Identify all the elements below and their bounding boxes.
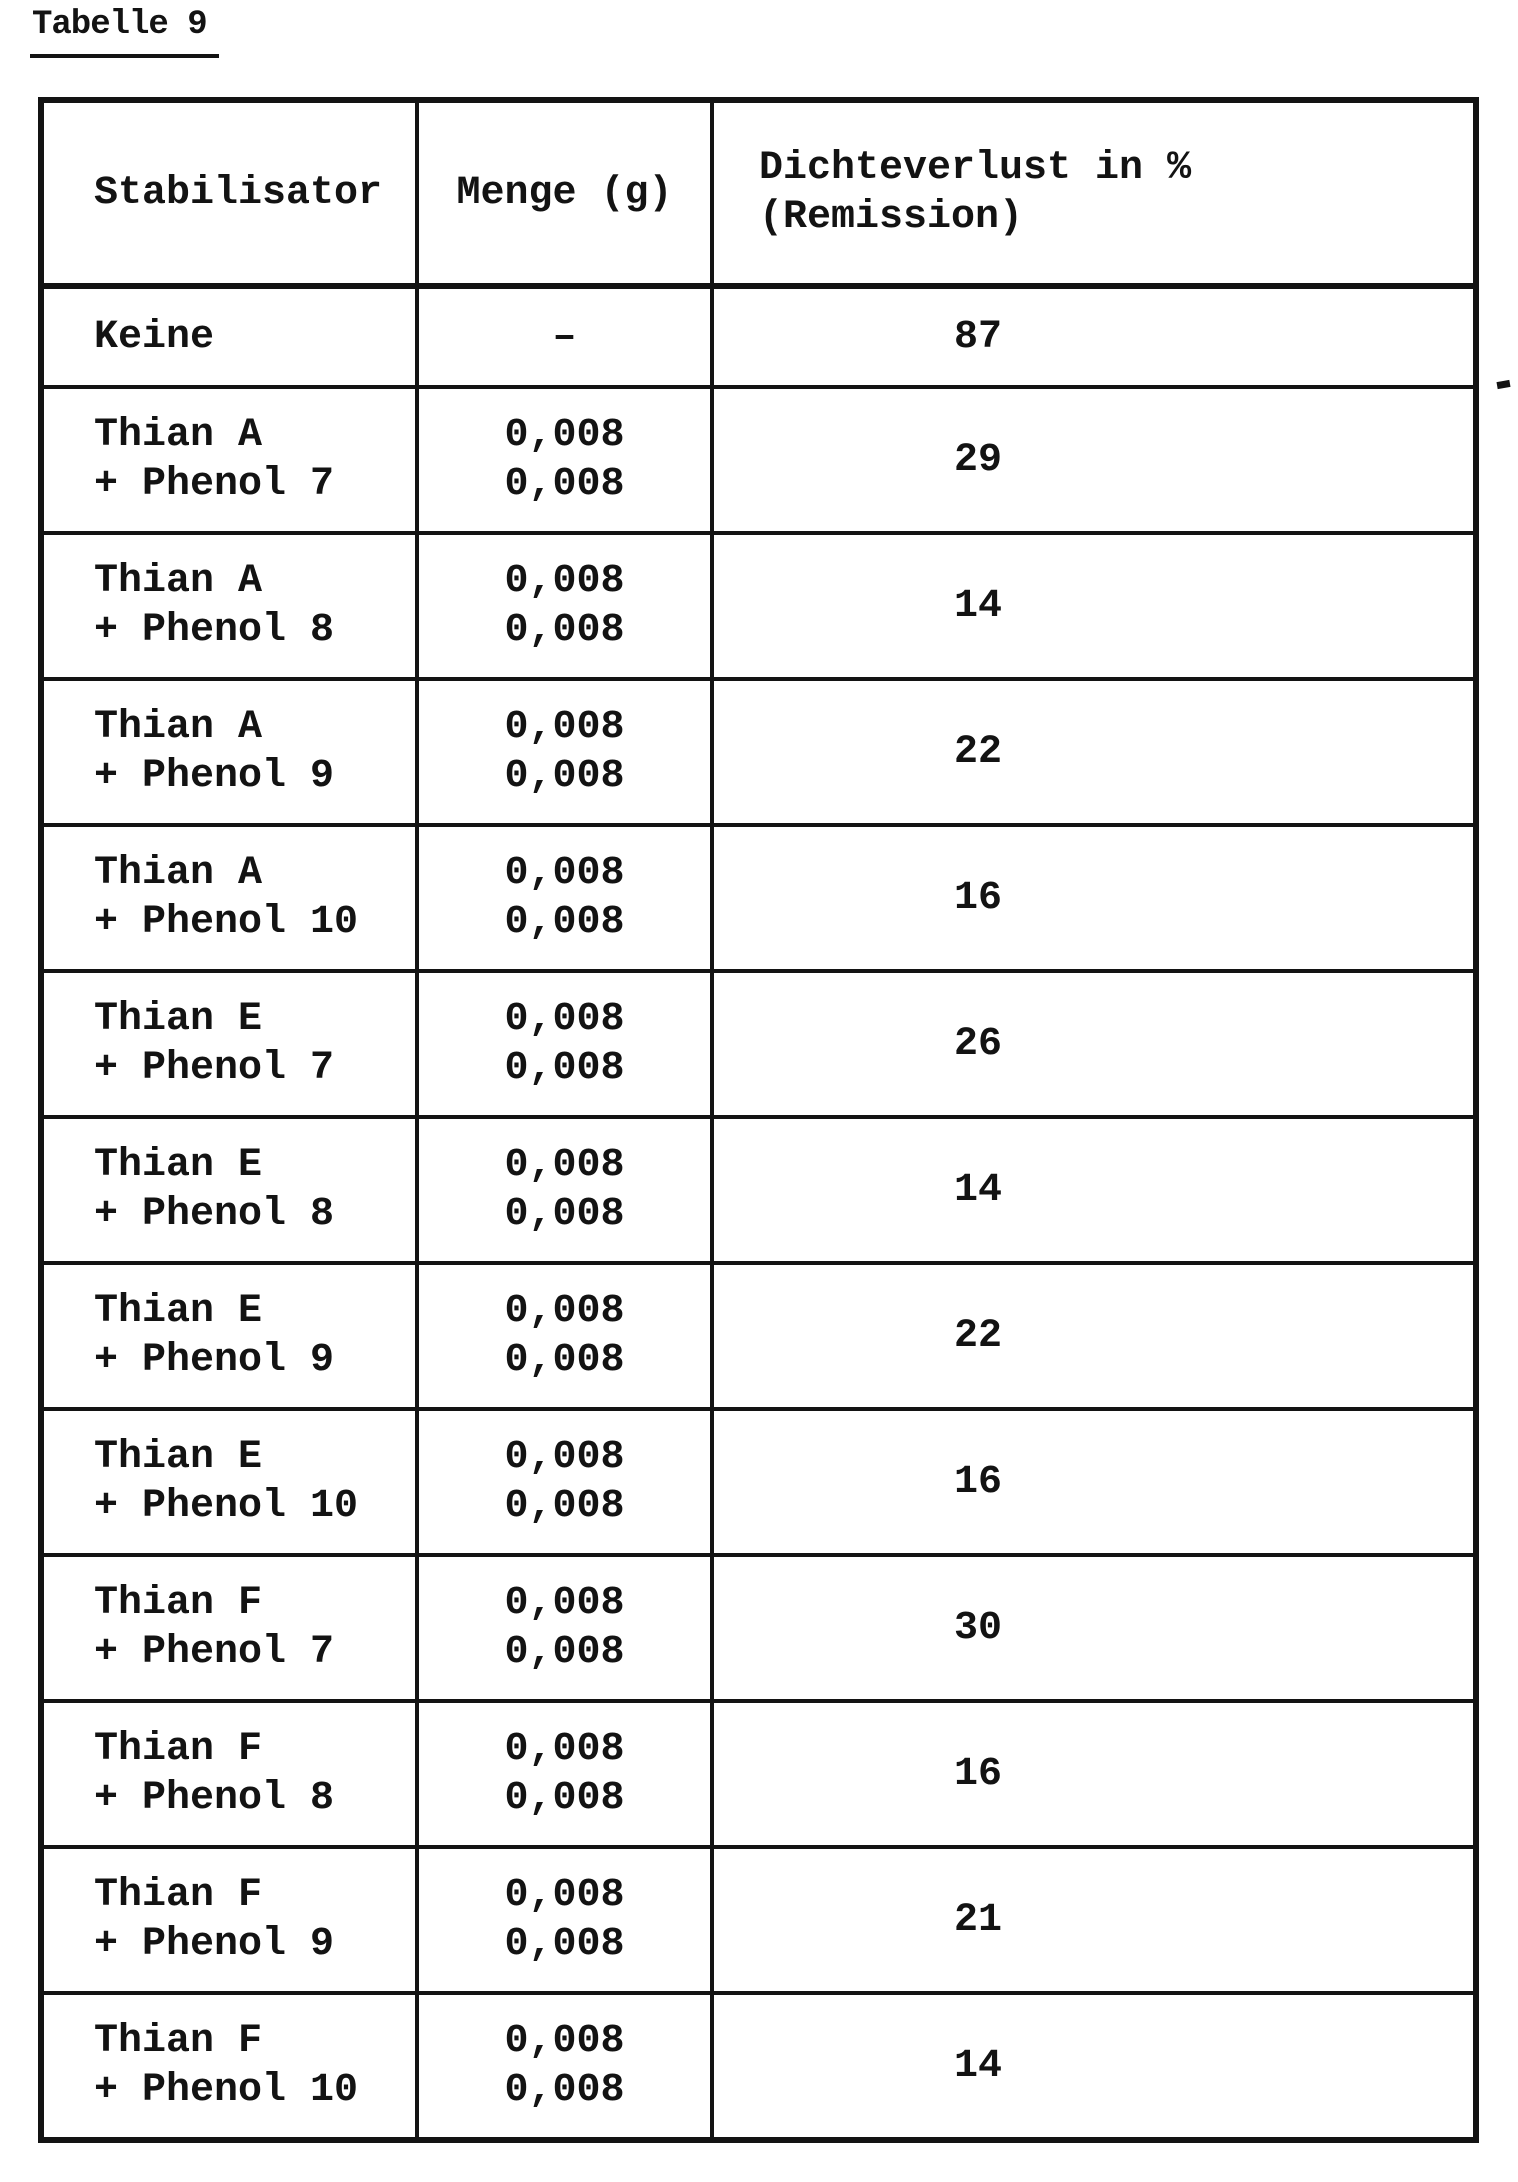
table-row-cell-stabilisator bbox=[44, 823, 419, 969]
menge-value: – bbox=[552, 314, 577, 360]
menge-value: 0,008 bbox=[504, 1873, 625, 1918]
table-row-cell-dichteverlust bbox=[714, 385, 1473, 531]
column-header-dichteverlust-line2: (Remission) bbox=[759, 195, 1024, 240]
menge-value-2: 0,008 bbox=[504, 1046, 625, 1091]
dichteverlust-value: 16 bbox=[954, 1751, 1003, 1797]
table-row-cell-menge bbox=[419, 823, 714, 969]
table-row-cell-stabilisator bbox=[44, 385, 419, 531]
table-row-cell-stabilisator bbox=[44, 531, 419, 677]
stabilisator-value-2: + Phenol 10 bbox=[94, 1484, 359, 1529]
menge-value: 0,008 bbox=[504, 1143, 625, 1188]
menge-value: 0,008 bbox=[504, 851, 625, 896]
dichteverlust-value: 30 bbox=[954, 1605, 1003, 1651]
dichteverlust-value: 14 bbox=[954, 583, 1003, 629]
table-row-cell-stabilisator bbox=[44, 1845, 419, 1991]
stabilisator-value-2: + Phenol 7 bbox=[94, 1630, 335, 1675]
dichteverlust-value: 87 bbox=[954, 314, 1003, 360]
menge-value-2: 0,008 bbox=[504, 1776, 625, 1821]
table-row-cell-menge bbox=[419, 531, 714, 677]
stabilisator-value: Thian A bbox=[94, 705, 263, 750]
menge-value: 0,008 bbox=[504, 705, 625, 750]
table-row-cell-dichteverlust bbox=[714, 1115, 1473, 1261]
stabilisator-value: Thian F bbox=[94, 1581, 263, 1626]
dichteverlust-value: 14 bbox=[954, 1167, 1003, 1213]
stabilisator-value: Thian E bbox=[94, 1289, 263, 1334]
table-row-cell-dichteverlust bbox=[714, 1845, 1473, 1991]
dichteverlust-value: 26 bbox=[954, 1021, 1003, 1067]
column-header-menge: Menge (g) bbox=[456, 170, 673, 216]
menge-value: 0,008 bbox=[504, 1581, 625, 1626]
column-header-dichteverlust-line1: Dichteverlust in % bbox=[759, 146, 1192, 191]
header-cell-dichteverlust bbox=[714, 103, 1473, 283]
table-row-cell-dichteverlust bbox=[714, 283, 1473, 385]
menge-value-2: 0,008 bbox=[504, 1484, 625, 1529]
menge-value: 0,008 bbox=[504, 997, 625, 1042]
stabilisator-value: Thian A bbox=[94, 851, 263, 896]
table-row-cell-menge bbox=[419, 1991, 714, 2137]
table-row-cell-stabilisator bbox=[44, 283, 419, 385]
dichteverlust-value: 16 bbox=[954, 875, 1003, 921]
table-row-cell-menge bbox=[419, 1699, 714, 1845]
table-row-cell-stabilisator bbox=[44, 1261, 419, 1407]
stabilisator-value: Thian F bbox=[94, 1727, 263, 1772]
table-row-cell-menge bbox=[419, 1261, 714, 1407]
stabilizer-results-table bbox=[38, 97, 1479, 2143]
menge-value: 0,008 bbox=[504, 1435, 625, 1480]
table-row-cell-stabilisator bbox=[44, 677, 419, 823]
table-row-cell-stabilisator bbox=[44, 1407, 419, 1553]
stabilisator-value: Thian F bbox=[94, 1873, 263, 1918]
scan-artifact-mark bbox=[1496, 380, 1510, 389]
stabilisator-value: Thian E bbox=[94, 1143, 263, 1188]
stabilisator-value-2: + Phenol 7 bbox=[94, 1046, 335, 1091]
dichteverlust-value: 14 bbox=[954, 2043, 1003, 2089]
menge-value-2: 0,008 bbox=[504, 754, 625, 799]
table-row-cell-dichteverlust bbox=[714, 969, 1473, 1115]
dichteverlust-value: 22 bbox=[954, 729, 1003, 775]
stabilisator-value-2: + Phenol 8 bbox=[94, 608, 335, 653]
table-row-cell-dichteverlust bbox=[714, 677, 1473, 823]
page-title: Tabelle 9 bbox=[30, 4, 219, 58]
stabilisator-value-2: + Phenol 9 bbox=[94, 1338, 335, 1383]
table-row-cell-menge bbox=[419, 1845, 714, 1991]
table-row-cell-stabilisator bbox=[44, 1699, 419, 1845]
stabilisator-value-2: + Phenol 10 bbox=[94, 900, 359, 945]
table-row-cell-stabilisator bbox=[44, 1991, 419, 2137]
menge-value: 0,008 bbox=[504, 2019, 625, 2064]
menge-value: 0,008 bbox=[504, 559, 625, 604]
stabilisator-value: Thian A bbox=[94, 413, 263, 458]
table-row-cell-dichteverlust bbox=[714, 1699, 1473, 1845]
table-row-cell-dichteverlust bbox=[714, 1261, 1473, 1407]
stabilisator-value-2: + Phenol 8 bbox=[94, 1776, 335, 1821]
menge-value: 0,008 bbox=[504, 413, 625, 458]
table-row-cell-dichteverlust bbox=[714, 1553, 1473, 1699]
menge-value-2: 0,008 bbox=[504, 1922, 625, 1967]
table-row-cell-dichteverlust bbox=[714, 1991, 1473, 2137]
column-header-stabilisator: Stabilisator bbox=[94, 170, 383, 216]
table-row-cell-dichteverlust bbox=[714, 823, 1473, 969]
stabilisator-value-2: + Phenol 8 bbox=[94, 1192, 335, 1237]
stabilisator-value-2: + Phenol 10 bbox=[94, 2068, 359, 2113]
stabilisator-value-2: + Phenol 9 bbox=[94, 754, 335, 799]
dichteverlust-value: 22 bbox=[954, 1313, 1003, 1359]
dichteverlust-value: 29 bbox=[954, 437, 1003, 483]
table-row-cell-stabilisator bbox=[44, 1115, 419, 1261]
table-row-cell-menge bbox=[419, 1115, 714, 1261]
stabilisator-value: Keine bbox=[94, 314, 215, 360]
menge-value-2: 0,008 bbox=[504, 462, 625, 507]
header-cell-stabilisator bbox=[44, 103, 419, 283]
menge-value: 0,008 bbox=[504, 1727, 625, 1772]
table-row-cell-menge bbox=[419, 1553, 714, 1699]
table-row-cell-menge bbox=[419, 969, 714, 1115]
stabilisator-value: Thian F bbox=[94, 2019, 263, 2064]
table-row-cell-menge bbox=[419, 1407, 714, 1553]
table-row-cell-menge bbox=[419, 385, 714, 531]
table-row-cell-menge bbox=[419, 677, 714, 823]
menge-value-2: 0,008 bbox=[504, 2068, 625, 2113]
menge-value-2: 0,008 bbox=[504, 900, 625, 945]
stabilisator-value: Thian A bbox=[94, 559, 263, 604]
menge-value-2: 0,008 bbox=[504, 1630, 625, 1675]
menge-value-2: 0,008 bbox=[504, 608, 625, 653]
table-row-cell-menge bbox=[419, 283, 714, 385]
menge-value: 0,008 bbox=[504, 1289, 625, 1334]
table-row-cell-dichteverlust bbox=[714, 1407, 1473, 1553]
menge-value-2: 0,008 bbox=[504, 1192, 625, 1237]
stabilisator-value: Thian E bbox=[94, 1435, 263, 1480]
stabilisator-value-2: + Phenol 9 bbox=[94, 1922, 335, 1967]
table-row-cell-stabilisator bbox=[44, 969, 419, 1115]
menge-value-2: 0,008 bbox=[504, 1338, 625, 1383]
table-row-cell-dichteverlust bbox=[714, 531, 1473, 677]
dichteverlust-value: 21 bbox=[954, 1897, 1003, 1943]
stabilisator-value: Thian E bbox=[94, 997, 263, 1042]
table-row-cell-stabilisator bbox=[44, 1553, 419, 1699]
stabilisator-value-2: + Phenol 7 bbox=[94, 462, 335, 507]
dichteverlust-value: 16 bbox=[954, 1459, 1003, 1505]
header-cell-menge bbox=[419, 103, 714, 283]
